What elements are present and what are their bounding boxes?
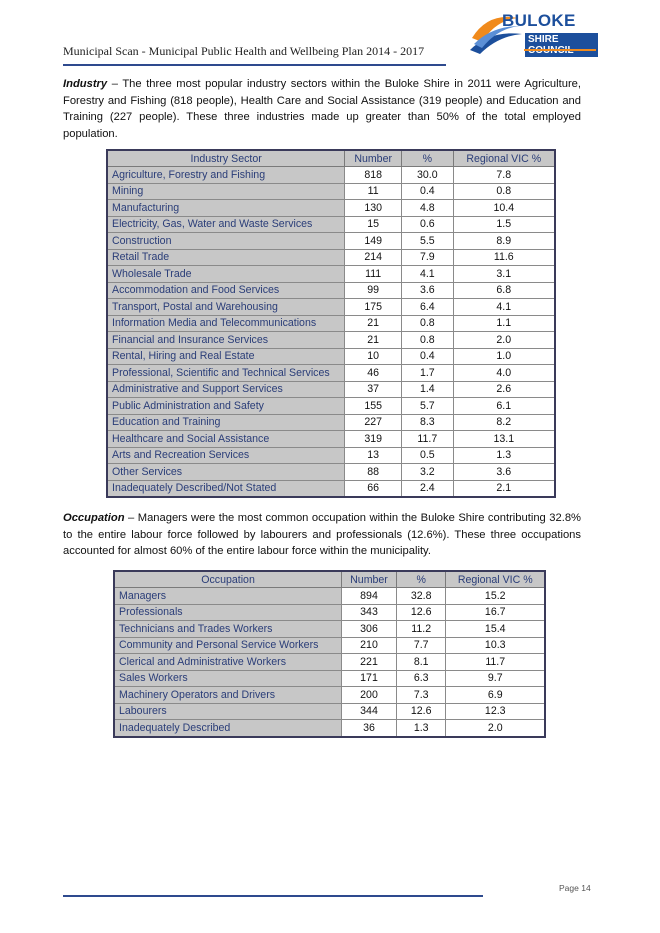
- table-row: [107, 216, 555, 233]
- table-cell: 1.3: [396, 720, 446, 737]
- column-header: %: [402, 150, 454, 167]
- table-cell: 894: [342, 588, 397, 605]
- table-cell: 11.6: [453, 249, 555, 266]
- row-label: Rental, Hiring and Real Estate: [107, 348, 345, 365]
- table-row: [107, 282, 555, 299]
- table-cell: 12.3: [446, 703, 545, 720]
- row-label: Public Administration and Safety: [107, 398, 345, 415]
- table-cell: 155: [345, 398, 402, 415]
- table-row: [107, 431, 555, 448]
- table-row: [107, 480, 555, 497]
- table-row: [107, 266, 555, 283]
- table-cell: 11.2: [396, 621, 446, 638]
- table-cell: 1.3: [453, 447, 555, 464]
- table-row: [107, 414, 555, 431]
- table-cell: 0.8: [402, 332, 454, 349]
- column-header: %: [396, 571, 446, 588]
- column-header: Occupation: [114, 571, 342, 588]
- table-cell: 3.2: [402, 464, 454, 481]
- table-cell: 3.6: [453, 464, 555, 481]
- table-cell: 1.1: [453, 315, 555, 332]
- table-row: [114, 604, 545, 621]
- table-cell: 2.0: [446, 720, 545, 737]
- table-cell: 2.6: [453, 381, 555, 398]
- table-row: [107, 167, 555, 184]
- table-row: [114, 670, 545, 687]
- table-cell: 15.4: [446, 621, 545, 638]
- logo-underline: [524, 49, 596, 51]
- table-row: [107, 348, 555, 365]
- table-cell: 6.4: [402, 299, 454, 316]
- table-cell: 16.7: [446, 604, 545, 621]
- row-label: Inadequately Described/Not Stated: [107, 480, 345, 497]
- industry-table-header: [107, 150, 555, 167]
- table-cell: 11.7: [446, 654, 545, 671]
- industry-table-body: [107, 167, 555, 498]
- occupation-table-body: [114, 588, 545, 737]
- row-label: Professional, Scientific and Technical Services: [107, 365, 345, 382]
- table-row: [107, 233, 555, 250]
- table-cell: 4.0: [453, 365, 555, 382]
- column-header: Industry Sector: [107, 150, 345, 167]
- table-cell: 36: [342, 720, 397, 737]
- table-cell: 111: [345, 266, 402, 283]
- occupation-lead: Occupation: [63, 512, 125, 524]
- table-cell: 21: [345, 315, 402, 332]
- row-label: Clerical and Administrative Workers: [114, 654, 342, 671]
- table-row: [107, 381, 555, 398]
- industry-text: – The three most popular industry sectors within the Buloke Shire in 2011 were Agriculture, Forestry and Fishing (818 people), Health Care and Social Assistance (319 people) and Education and Training (227 people). These three industries made up greater than 50% of the total employed population.: [63, 78, 581, 140]
- table-cell: 15.2: [446, 588, 545, 605]
- table-cell: 2.4: [402, 480, 454, 497]
- logo-subtitle: SHIRE: [525, 33, 598, 57]
- table-row: [107, 464, 555, 481]
- table-row: [114, 703, 545, 720]
- row-label: Healthcare and Social Assistance: [107, 431, 345, 448]
- table-cell: 1.7: [402, 365, 454, 382]
- table-cell: 7.8: [453, 167, 555, 184]
- industry-lead: Industry: [63, 78, 108, 90]
- header-title: Municipal Scan - Municipal Public Health and Wellbeing Plan 2014 - 2017: [63, 44, 425, 58]
- table-cell: 6.3: [396, 670, 446, 687]
- table-cell: 7.7: [396, 637, 446, 654]
- column-header: Regional VIC %: [453, 150, 555, 167]
- table-cell: 214: [345, 249, 402, 266]
- table-cell: 1.5: [453, 216, 555, 233]
- table-cell: 8.3: [402, 414, 454, 431]
- table-cell: 15: [345, 216, 402, 233]
- table-row: [107, 332, 555, 349]
- row-label: Other Services: [107, 464, 345, 481]
- row-label: Transport, Postal and Warehousing: [107, 299, 345, 316]
- table-cell: 32.8: [396, 588, 446, 605]
- table-cell: 0.8: [453, 183, 555, 200]
- row-label: Retail Trade: [107, 249, 345, 266]
- table-row: [114, 637, 545, 654]
- table-cell: 818: [345, 167, 402, 184]
- table-cell: 11: [345, 183, 402, 200]
- row-label: Labourers: [114, 703, 342, 720]
- table-cell: 12.6: [396, 703, 446, 720]
- column-header: Number: [342, 571, 397, 588]
- table-cell: 0.6: [402, 216, 454, 233]
- table-cell: 21: [345, 332, 402, 349]
- table-cell: 0.4: [402, 183, 454, 200]
- table-cell: 0.5: [402, 447, 454, 464]
- row-label: Machinery Operators and Drivers: [114, 687, 342, 704]
- row-label: Technicians and Trades Workers: [114, 621, 342, 638]
- table-cell: 306: [342, 621, 397, 638]
- table-cell: 5.5: [402, 233, 454, 250]
- table-cell: 175: [345, 299, 402, 316]
- table-cell: 3.6: [402, 282, 454, 299]
- table-cell: 200: [342, 687, 397, 704]
- table-cell: 11.7: [402, 431, 454, 448]
- row-label: Agriculture, Forestry and Fishing: [107, 167, 345, 184]
- table-row: [107, 249, 555, 266]
- industry-table: [106, 149, 556, 498]
- occupation-text: – Managers were the most common occupation within the Buloke Shire contributing 32.8% to the entire labour force followed by labourers and professionals (12.6%). These three occupations accounted for almost 60% of the entire labour force within the municipality.: [63, 512, 581, 557]
- table-cell: 4.1: [402, 266, 454, 283]
- row-label: Professionals: [114, 604, 342, 621]
- row-label: Manufacturing: [107, 200, 345, 217]
- row-label: Wholesale Trade: [107, 266, 345, 283]
- table-cell: 6.1: [453, 398, 555, 415]
- table-row: [114, 621, 545, 638]
- table-row: [107, 315, 555, 332]
- occupation-table: [113, 570, 546, 738]
- buloke-logo: [468, 6, 598, 62]
- row-label: Electricity, Gas, Water and Waste Services: [107, 216, 345, 233]
- table-cell: 8.9: [453, 233, 555, 250]
- row-label: Construction: [107, 233, 345, 250]
- table-cell: 343: [342, 604, 397, 621]
- table-cell: 2.0: [453, 332, 555, 349]
- table-cell: 13: [345, 447, 402, 464]
- table-row: [107, 447, 555, 464]
- table-cell: 37: [345, 381, 402, 398]
- row-label: Community and Personal Service Workers: [114, 637, 342, 654]
- table-cell: 3.1: [453, 266, 555, 283]
- row-label: Inadequately Described: [114, 720, 342, 737]
- table-cell: 130: [345, 200, 402, 217]
- table-cell: 1.0: [453, 348, 555, 365]
- table-row: [107, 200, 555, 217]
- column-header: Number: [345, 150, 402, 167]
- table-cell: 0.8: [402, 315, 454, 332]
- table-cell: 6.9: [446, 687, 545, 704]
- table-cell: 10.4: [453, 200, 555, 217]
- table-cell: 2.1: [453, 480, 555, 497]
- industry-paragraph: [63, 76, 581, 142]
- row-label: Information Media and Telecommunications: [107, 315, 345, 332]
- occupation-table-header: [114, 571, 545, 588]
- header-divider: [63, 64, 446, 66]
- table-cell: 8.1: [396, 654, 446, 671]
- row-label: Arts and Recreation Services: [107, 447, 345, 464]
- table-row: [114, 687, 545, 704]
- table-cell: 8.2: [453, 414, 555, 431]
- table-cell: 6.8: [453, 282, 555, 299]
- table-cell: 0.4: [402, 348, 454, 365]
- table-cell: 30.0: [402, 167, 454, 184]
- table-cell: 227: [345, 414, 402, 431]
- table-cell: 344: [342, 703, 397, 720]
- table-cell: 221: [342, 654, 397, 671]
- table-cell: 66: [345, 480, 402, 497]
- table-row: [107, 299, 555, 316]
- table-row: [107, 398, 555, 415]
- table-cell: 4.1: [453, 299, 555, 316]
- table-cell: 7.9: [402, 249, 454, 266]
- logo-name: BULOKE: [502, 11, 576, 30]
- table-cell: 210: [342, 637, 397, 654]
- occupation-paragraph: [63, 510, 581, 560]
- table-cell: 46: [345, 365, 402, 382]
- row-label: Managers: [114, 588, 342, 605]
- table-cell: 1.4: [402, 381, 454, 398]
- table-row: [107, 183, 555, 200]
- row-label: Accommodation and Food Services: [107, 282, 345, 299]
- table-cell: 5.7: [402, 398, 454, 415]
- row-label: Education and Training: [107, 414, 345, 431]
- column-header: Regional VIC %: [446, 571, 545, 588]
- table-cell: 9.7: [446, 670, 545, 687]
- table-row: [114, 588, 545, 605]
- table-cell: 13.1: [453, 431, 555, 448]
- table-cell: 4.8: [402, 200, 454, 217]
- page-number: Page 14: [559, 883, 591, 893]
- table-cell: 171: [342, 670, 397, 687]
- table-cell: 319: [345, 431, 402, 448]
- table-row: [114, 720, 545, 737]
- row-label: Administrative and Support Services: [107, 381, 345, 398]
- table-cell: 12.6: [396, 604, 446, 621]
- table-cell: 88: [345, 464, 402, 481]
- table-cell: 99: [345, 282, 402, 299]
- table-row: [114, 654, 545, 671]
- table-cell: 149: [345, 233, 402, 250]
- footer-divider: [63, 895, 483, 897]
- table-row: [107, 365, 555, 382]
- table-cell: 10: [345, 348, 402, 365]
- row-label: Sales Workers: [114, 670, 342, 687]
- table-cell: 7.3: [396, 687, 446, 704]
- table-cell: 10.3: [446, 637, 545, 654]
- row-label: Financial and Insurance Services: [107, 332, 345, 349]
- row-label: Mining: [107, 183, 345, 200]
